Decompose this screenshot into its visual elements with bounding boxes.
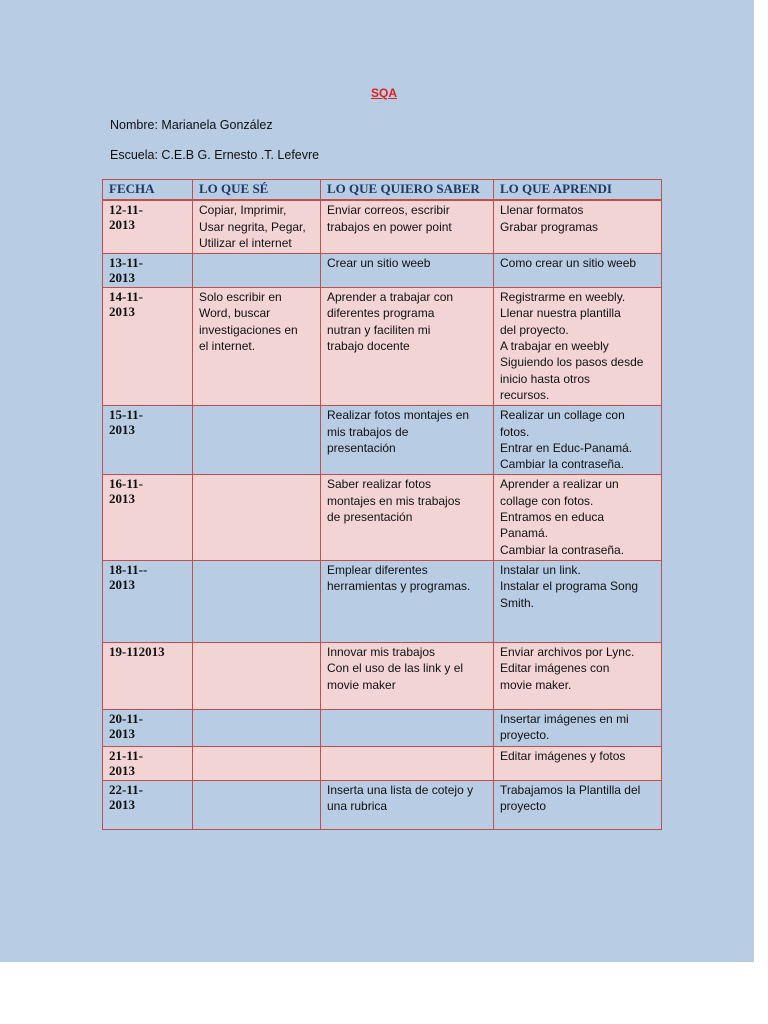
- cell-text-line: 2013: [109, 422, 135, 438]
- cell-text-line: fotos.: [500, 424, 530, 439]
- lo-que-aprendi-cell: [494, 200, 662, 253]
- lo-que-aprendi-cell: [494, 709, 662, 746]
- lo-que-aprendi-cell: [494, 406, 662, 475]
- cell-text-line: 16-11-: [109, 476, 143, 492]
- lo-que-quiero-saber-cell: [321, 780, 494, 829]
- cell-text-line: Con el uso de las link y el: [327, 661, 464, 676]
- date-cell: [103, 560, 193, 642]
- lo-que-se-cell: [193, 254, 321, 288]
- cell-text-line: Cambiar la contraseña.: [500, 542, 625, 557]
- cell-text-line: Word, buscar: [199, 306, 271, 321]
- cell-text-line: Llenar formatos: [500, 203, 584, 218]
- cell-text-line: 12-11-: [109, 202, 143, 218]
- date-cell: [103, 709, 193, 746]
- cell-text-line: Crear un sitio weeb: [327, 256, 431, 271]
- header-fecha: FECHA: [103, 180, 193, 201]
- lo-que-aprendi-cell: [494, 288, 662, 406]
- table-row: [103, 780, 662, 829]
- lo-que-aprendi-cell: [494, 560, 662, 642]
- cell-text-line: Smith.: [500, 595, 535, 610]
- cell-text-line: proyecto.: [500, 728, 550, 743]
- lo-que-se-cell: [193, 200, 321, 253]
- lo-que-aprendi-cell: [494, 475, 662, 560]
- cell-text-line: movie maker: [327, 677, 396, 692]
- cell-text-line: inicio hasta otros: [500, 371, 591, 386]
- lo-que-quiero-saber-cell: [321, 200, 494, 253]
- lo-que-se-cell: [193, 475, 321, 560]
- cell-text-line: 14-11-: [109, 289, 143, 305]
- cell-text-line: proyecto: [500, 798, 547, 813]
- cell-text-line: herramientas y programas.: [327, 579, 471, 594]
- table-row: [103, 288, 662, 406]
- lo-que-aprendi-cell: [494, 642, 662, 709]
- cell-text-line: Emplear diferentes: [327, 562, 428, 577]
- sqa-table: [102, 179, 662, 830]
- cell-text-line: Enviar correos, escribir: [327, 203, 450, 218]
- cell-text-line: 2013: [109, 725, 135, 741]
- cell-text-line: Copiar, Imprimir,: [199, 203, 287, 218]
- lo-que-quiero-saber-cell: [321, 288, 494, 406]
- cell-text-line: Instalar un link.: [500, 562, 581, 577]
- table-row: [103, 475, 662, 560]
- lo-que-quiero-saber-cell: [321, 254, 494, 288]
- cell-text-line: 20-11-: [109, 710, 143, 726]
- cell-text-line: trabajos en power point: [327, 219, 452, 234]
- date-cell: [103, 746, 193, 780]
- cell-text-line: 2013: [109, 762, 135, 778]
- lo-que-se-cell: [193, 288, 321, 406]
- cell-text-line: 2013: [109, 576, 135, 592]
- cell-text-line: Siguiendo los pasos desde: [500, 355, 644, 370]
- lo-que-se-cell: [193, 746, 321, 780]
- cell-text-line: 22-11-: [109, 781, 143, 797]
- header-lo-que-quiero-saber: LO QUE QUIERO SABER: [321, 180, 494, 201]
- cell-text-line: recursos.: [500, 387, 550, 402]
- date-cell: [103, 475, 193, 560]
- cell-text-line: 2013: [109, 796, 135, 812]
- cell-text-line: 2013: [109, 304, 135, 320]
- cell-text-line: Editar imágenes con: [500, 661, 610, 676]
- lo-que-se-cell: [193, 642, 321, 709]
- date-cell: [103, 642, 193, 709]
- table-row: [103, 200, 662, 253]
- cell-text-line: Instalar el programa Song: [500, 579, 639, 594]
- school-name: Escuela: C.E.B G. Ernesto .T. Lefevre: [110, 148, 320, 162]
- cell-text-line: 15-11-: [109, 407, 143, 423]
- cell-text-line: 2013: [109, 491, 135, 507]
- cell-text-line: 13-11-: [109, 255, 143, 271]
- cell-text-line: Usar negrita, Pegar,: [199, 219, 306, 234]
- table-row: [103, 642, 662, 709]
- lo-que-se-cell: [193, 709, 321, 746]
- cell-text-line: montajes en mis trabajos: [327, 493, 461, 508]
- cell-text-line: collage con fotos.: [500, 493, 594, 508]
- cell-text-line: mis trabajos de: [327, 424, 409, 439]
- table-row: [103, 254, 662, 288]
- cell-text-line: 19-112013: [109, 643, 165, 659]
- table-header-row: [103, 180, 662, 201]
- table-body: [103, 200, 662, 829]
- header-lo-que-aprendi: LO QUE APRENDI: [494, 180, 662, 201]
- cell-text-line: Saber realizar fotos: [327, 477, 432, 492]
- lo-que-aprendi-cell: [494, 254, 662, 288]
- cell-text-line: Panamá.: [500, 526, 549, 541]
- lo-que-se-cell: [193, 560, 321, 642]
- cell-text-line: Aprender a trabajar con: [327, 290, 454, 305]
- cell-text-line: Realizar fotos montajes en: [327, 408, 470, 423]
- cell-text-line: Editar imágenes y fotos: [500, 748, 626, 763]
- cell-text-line: Aprender a realizar un: [500, 477, 619, 492]
- cell-text-line: Inserta una lista de cotejo y: [327, 782, 474, 797]
- date-cell: [103, 406, 193, 475]
- cell-text-line: nutran y faciliten mi: [327, 322, 431, 337]
- cell-text-line: Grabar programas: [500, 219, 599, 234]
- cell-text-line: Registrarme en weebly.: [500, 290, 626, 305]
- cell-text-line: 2013: [109, 270, 135, 286]
- lo-que-se-cell: [193, 406, 321, 475]
- cell-text-line: del proyecto.: [500, 322, 569, 337]
- header-lo-que-se: LO QUE SÉ: [193, 180, 321, 201]
- cell-text-line: Trabajamos la Plantilla del: [500, 782, 641, 797]
- table-row: [103, 709, 662, 746]
- lo-que-quiero-saber-cell: [321, 560, 494, 642]
- cell-text-line: Como crear un sitio weeb: [500, 256, 637, 271]
- table-row: [103, 746, 662, 780]
- lo-que-aprendi-cell: [494, 746, 662, 780]
- cell-text-line: Utilizar el internet: [199, 235, 292, 250]
- date-cell: [103, 254, 193, 288]
- cell-text-line: Llenar nuestra plantilla: [500, 306, 621, 321]
- cell-text-line: investigaciones en: [199, 322, 298, 337]
- date-cell: [103, 780, 193, 829]
- lo-que-quiero-saber-cell: [321, 475, 494, 560]
- lo-que-aprendi-cell: [494, 780, 662, 829]
- lo-que-quiero-saber-cell: [321, 746, 494, 780]
- cell-text-line: Enviar archivos por Lync.: [500, 644, 635, 659]
- cell-text-line: 21-11-: [109, 747, 143, 763]
- cell-text-line: el internet.: [199, 339, 256, 354]
- cell-text-line: Entrar en Educ-Panamá.: [500, 440, 633, 455]
- date-cell: [103, 288, 193, 406]
- cell-text-line: Innovar mis trabajos: [327, 644, 436, 659]
- table-row: [103, 560, 662, 642]
- cell-text-line: presentación: [327, 440, 396, 455]
- cell-text-line: 18-11--: [109, 561, 148, 577]
- lo-que-se-cell: [193, 780, 321, 829]
- document-title: SQA: [370, 86, 397, 100]
- table-row: [103, 406, 662, 475]
- cell-text-line: Entramos en educa: [500, 510, 605, 525]
- cell-text-line: A trabajar en weebly: [500, 339, 609, 354]
- student-name: Nombre: Marianela González: [110, 118, 273, 132]
- cell-text-line: 2013: [109, 217, 135, 233]
- cell-text-line: diferentes programa: [327, 306, 435, 321]
- cell-text-line: movie maker.: [500, 677, 572, 692]
- cell-text-line: Realizar un collage con: [500, 408, 625, 423]
- lo-que-quiero-saber-cell: [321, 406, 494, 475]
- lo-que-quiero-saber-cell: [321, 642, 494, 709]
- cell-text-line: Cambiar la contraseña.: [500, 457, 625, 472]
- cell-text-line: de presentación: [327, 510, 413, 525]
- cell-text-line: Insertar imágenes en mi: [500, 711, 629, 726]
- lo-que-quiero-saber-cell: [321, 709, 494, 746]
- cell-text-line: Solo escribir en: [199, 290, 282, 305]
- cell-text-line: una rubrica: [327, 798, 388, 813]
- cell-text-line: trabajo docente: [327, 339, 410, 354]
- date-cell: [103, 200, 193, 253]
